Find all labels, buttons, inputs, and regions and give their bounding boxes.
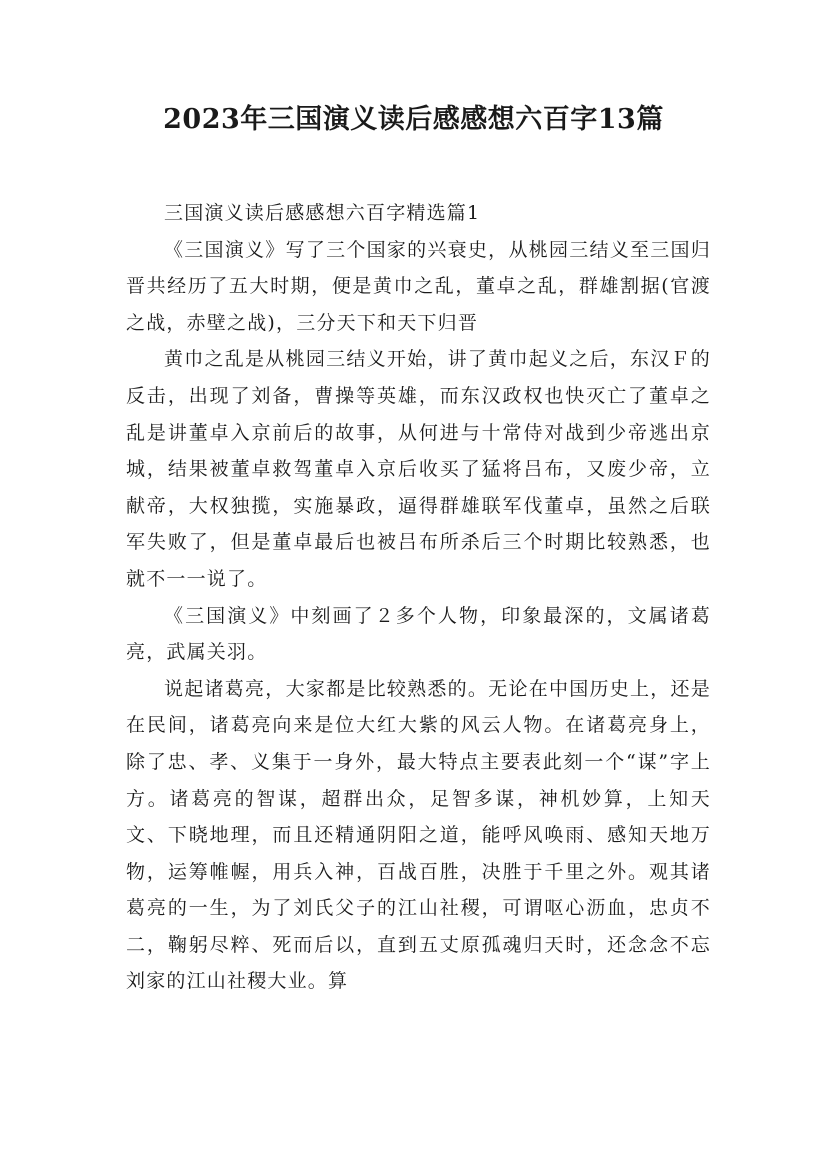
section-heading: 三国演义读后感感想六百字精选篇1 <box>164 202 481 224</box>
paragraph: 《三国演义》中刻画了２多个人物，印象最深的，文属诸葛亮，武属关羽。 <box>126 604 711 664</box>
paragraph: 黄巾之乱是从桃园三结义开始，讲了黄巾起义之后，东汉Ｆ的反击，出现了刘备，曹操等英雄，而东汉政权也快灭亡了董卓之乱是讲董卓入京前后的故事，从何进与十常侍对战到少帝逃出京城，结果被董卓救驾董卓入京后收买了猛将吕布，又废少帝，立献帝，大权独揽，实施暴政，逼得群雄联军伐董卓，虽然之后联军失败了，但是董卓最后也被吕布所杀后三个时期比较熟悉，也就不一一说了。 <box>126 348 711 590</box>
document-body <box>126 195 711 1000</box>
paragraph: 说起诸葛亮，大家都是比较熟悉的。无论在中国历史上，还是在民间，诸葛亮向来是位大红大紫的风云人物。在诸葛亮身上，除了忠、孝、义集于一身外，最大特点主要表此刻一个“谋”字上方。诸葛亮的智谋，超群出众，足智多谋，神机妙算，上知天文、下晓地理，而且还精通阴阳之道，能呼风唤雨、感知天地万物，运筹帷幄，用兵入神，百战百胜，决胜于千里之外。观其诸葛亮的一生，为了刘氏父子的江山社稷，可谓呕心沥血，忠贞不二，鞠躬尽粹、死而后以，直到五丈原孤魂归天时，还念念不忘刘家的江山社稷大业。算 <box>126 677 711 993</box>
paragraph: 《三国演义》写了三个国家的兴衰史，从桃园三结义至三国归晋共经历了五大时期，便是黄巾之乱，董卓之乱，群雄割据(官渡之战，赤壁之战)，三分天下和天下归晋 <box>126 238 711 334</box>
document-title: 2023年三国演义读后感感想六百字13篇 <box>163 104 664 135</box>
